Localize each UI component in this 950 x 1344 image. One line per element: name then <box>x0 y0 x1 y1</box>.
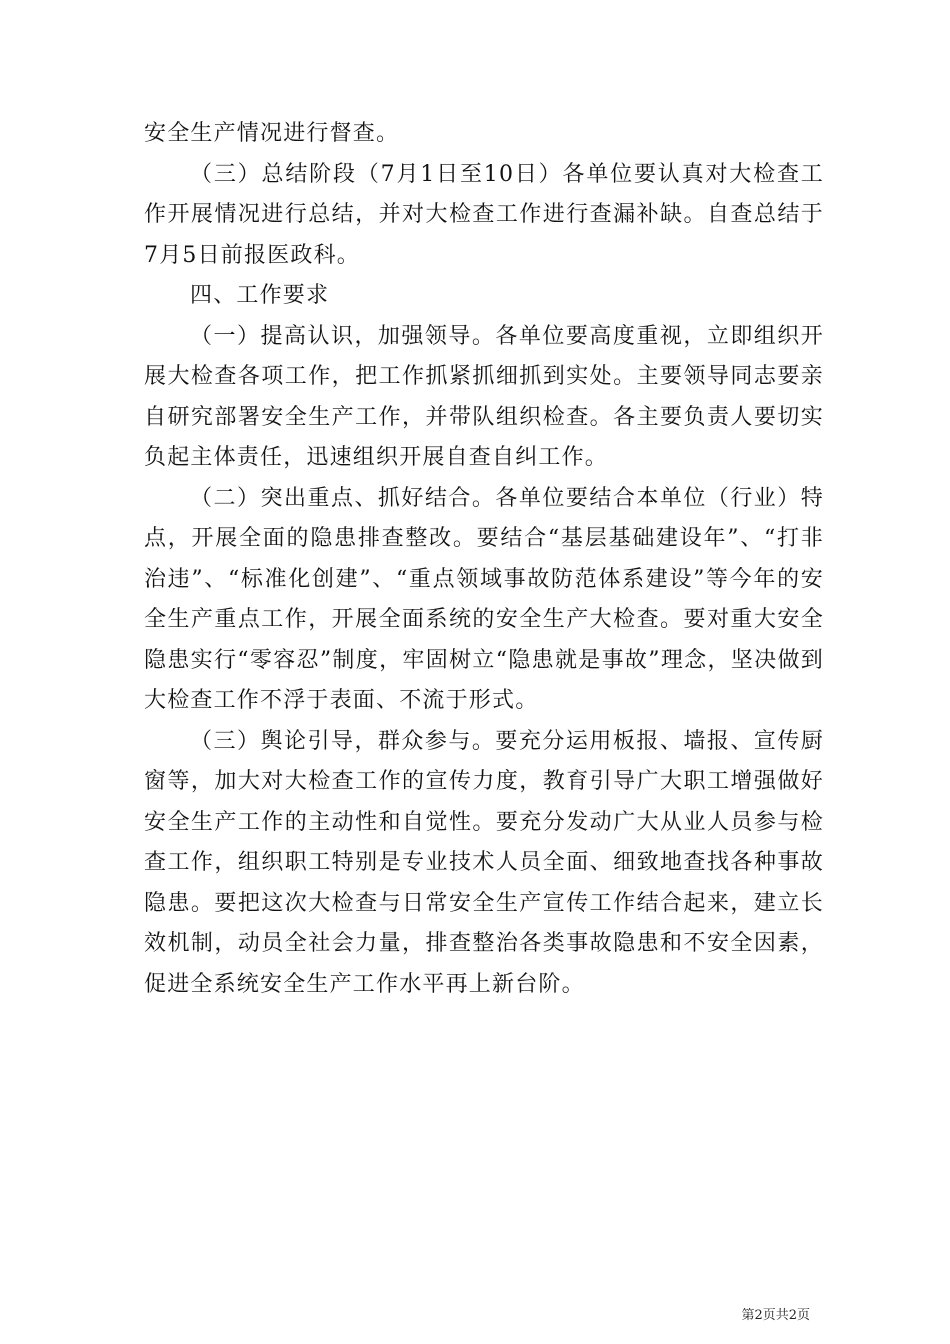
paragraph-requirement-1: （一）提高认识，加强领导。各单位要高度重视，立即组织开展大检查各项工作，把工作抓紧抓细抓到实处。主要领导同志要亲自研究部署安全生产工作，并带队组织检查。各主要负责人要切实负起主体责任，迅速组织开展自查自纠工作。 <box>144 323 824 470</box>
paragraph-requirement-2: （二）突出重点、抓好结合。各单位要结合本单位（行业）特点，开展全面的隐患排查整改。要结合“基层基础建设年”、“打非治违”、“标准化创建”、“重点领域事故防范体系建设”等今年的安全生产重点工作，开展全面系统的安全生产大检查。要对重大安全隐患实行“零容忍”制度，牢固树立“隐患就是事故”理念，坚决做到大检查工作不浮于表面、不流于形式。 <box>144 485 824 713</box>
document-body <box>144 114 824 1005</box>
paragraph-continuation: 安全生产情况进行督查。 <box>144 121 400 146</box>
page-number-footer: 第2页共2页 <box>741 1308 810 1323</box>
paragraph-requirement-3: （三）舆论引导，群众参与。要充分运用板报、墙报、宣传厨窗等，加大对大检查工作的宣传力度，教育引导广大职工增强做好安全生产工作的主动性和自觉性。要充分发动广大从业人员参与检查工作，组织职工特别是专业技术人员全面、细致地查找各种事故隐患。要把这次大检查与日常安全生产宣传工作结合起来，建立长效机制，动员全社会力量，排查整治各类事故隐患和不安全因素，促进全系统安全生产工作水平再上新台阶。 <box>144 728 824 997</box>
section-heading-work-requirements: 四、工作要求 <box>190 283 330 308</box>
paragraph-summary-stage: （三）总结阶段（7月1日至10日）各单位要认真对大检查工作开展情况进行总结，并对大检查工作进行查漏补缺。自查总结于7月5日前报医政科。 <box>144 161 824 268</box>
